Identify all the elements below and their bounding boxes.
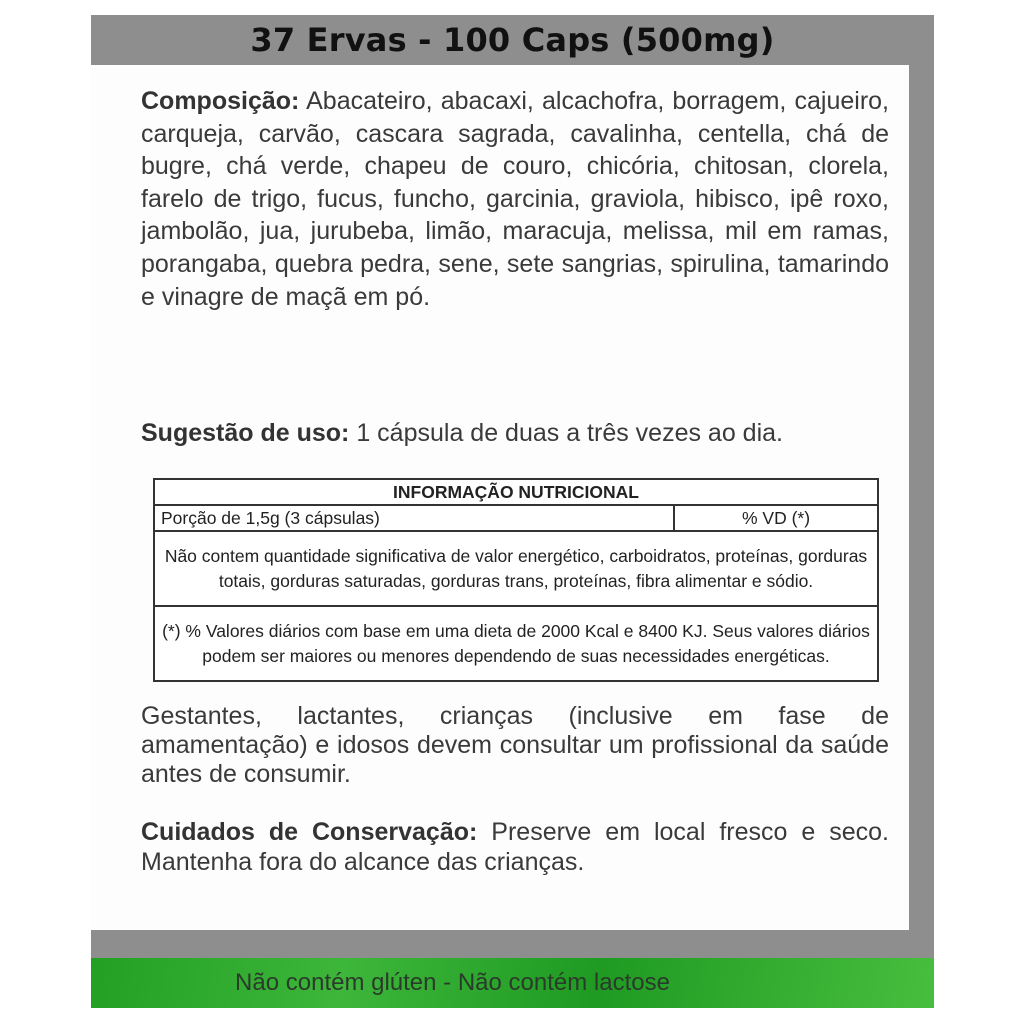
- composition-text: Abacateiro, abacaxi, alcachofra, borragem, cajueiro, carqueja, carvão, cascara sagrada, cavalinha, centella, chá de bugre, chá verde, chapeu de couro, chicória, chitosan, clorela, farelo de trigo, fucus, funcho, garcinia, graviola, hibisco, ipê roxo, jambolão, jua, jurubeba, limão, maracuja, melissa, mil em ramas, porangaba, quebra pedra, sene, sete sangrias, spirulina, tamarindo e vinagre de maçã em pó.: [141, 87, 889, 311]
- nutrition-table: [153, 478, 879, 682]
- storage-text: Preserve em local fresco e seco. Mantenha fora do alcance das crianças.: [141, 818, 889, 876]
- title-bar: [91, 15, 934, 65]
- nutrition-content: Não contem quantidade significativa de valor energético, carboidratos, proteínas, gorduras totais, gorduras saturadas, gorduras trans, proteínas, fibra alimentar e sódio.: [154, 531, 878, 606]
- usage-text: 1 cápsula de duas a três vezes ao dia.: [356, 419, 783, 447]
- daily-value-header: % VD (*): [674, 505, 878, 531]
- composition-paragraph: [141, 85, 889, 313]
- nutrition-footnote: (*) % Valores diários com base em uma dieta de 2000 Kcal e 8400 KJ. Seus valores diários podem ser maiores ou menores dependendo de suas necessidades energéticas.: [154, 606, 878, 681]
- usage-label: Sugestão de uso:: [141, 419, 350, 447]
- footer-text: Não contém glúten - Não contém lactose: [235, 969, 670, 996]
- nutrition-header: INFORMAÇÃO NUTRICIONAL: [154, 479, 878, 505]
- product-title: 37 Ervas - 100 Caps (500mg): [250, 21, 775, 59]
- composition-label: Composição:: [141, 87, 300, 115]
- usage-paragraph: [141, 417, 889, 450]
- storage-paragraph: [141, 817, 889, 877]
- serving-size: Porção de 1,5g (3 cápsulas): [154, 505, 674, 531]
- warning-paragraph: Gestantes, lactantes, crianças (inclusive em fase de amamentação) e idosos devem consultar um profissional da saúde antes de consumir.: [141, 702, 889, 788]
- storage-label: Cuidados de Conservação:: [141, 818, 478, 846]
